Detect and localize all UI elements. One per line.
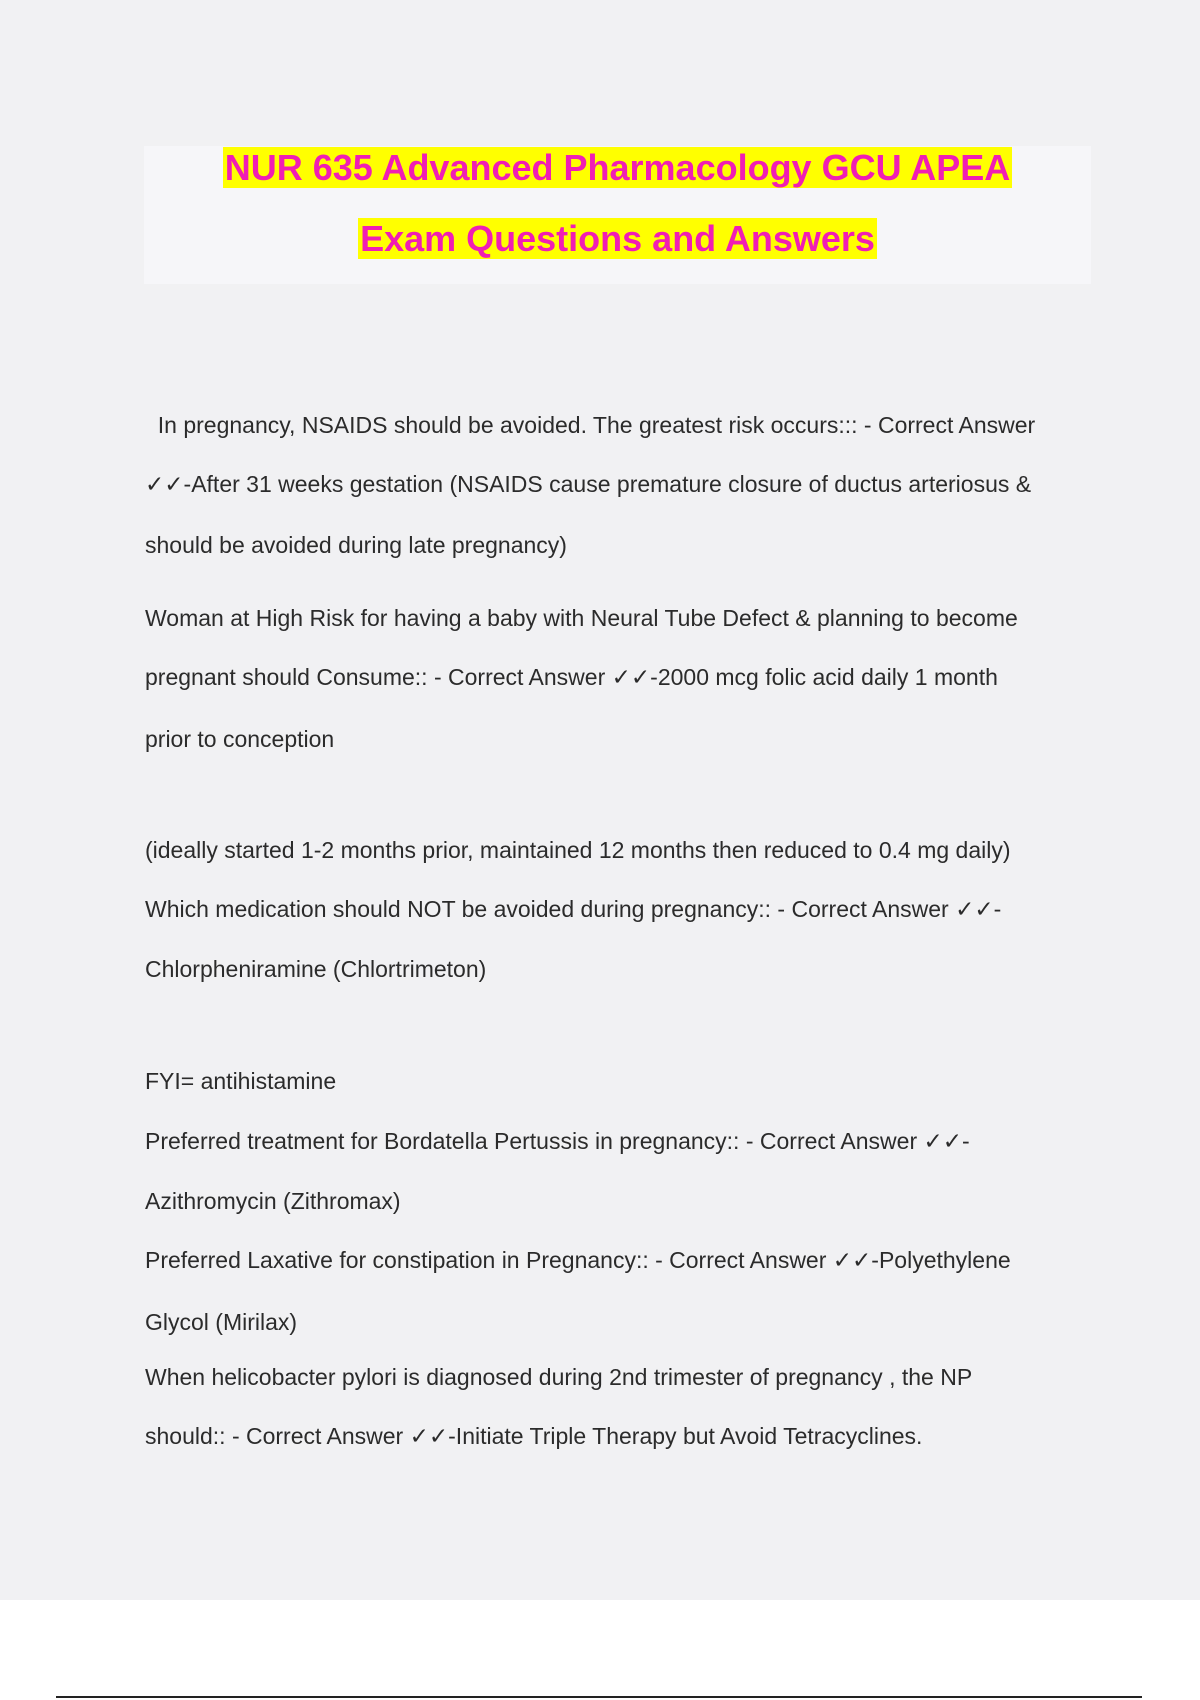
title-block <box>144 146 1091 284</box>
qa-line: Which medication should NOT be avoided during pregnancy:: - Correct Answer ✓✓- <box>145 896 1002 922</box>
qa-line: prior to conception <box>145 726 335 752</box>
title-line-1-text: NUR 635 Advanced Pharmacology GCU APEA <box>224 147 1011 188</box>
qa-line: ✓✓-After 31 weeks gestation (NSAIDS cause premature closure of ductus arteriosus & <box>145 471 1032 497</box>
footer-divider <box>56 1696 1142 1698</box>
qa-line: Woman at High Risk for having a baby with Neural Tube Defect & planning to become <box>145 605 1018 631</box>
title-line-1 <box>144 146 1091 190</box>
qa-line: When helicobacter pylori is diagnosed during 2nd trimester of pregnancy , the NP <box>145 1364 973 1390</box>
qa-line: (ideally started 1-2 months prior, maintained 12 months then reduced to 0.4 mg daily) <box>145 837 1011 863</box>
qa-line: Preferred Laxative for constipation in Pregnancy:: - Correct Answer ✓✓-Polyethylene <box>145 1247 1011 1273</box>
qa-line: should:: - Correct Answer ✓✓-Initiate Triple Therapy but Avoid Tetracyclines. <box>145 1423 923 1449</box>
qa-line: FYI= antihistamine <box>145 1068 337 1094</box>
qa-line: Glycol (Mirilax) <box>145 1309 298 1335</box>
qa-line: Azithromycin (Zithromax) <box>145 1188 401 1214</box>
qa-line: pregnant should Consume:: - Correct Answer ✓✓-2000 mcg folic acid daily 1 month <box>145 664 998 690</box>
qa-line: should be avoided during late pregnancy) <box>145 532 567 558</box>
title-line-2 <box>144 217 1091 261</box>
qa-line: In pregnancy, NSAIDS should be avoided. The greatest risk occurs::: - Correct Answer <box>145 412 1036 438</box>
title-line-2-text: Exam Questions and Answers <box>360 218 875 259</box>
qa-line: Preferred treatment for Bordatella Pertussis in pregnancy:: - Correct Answer ✓✓- <box>145 1128 970 1154</box>
qa-line: Chlorpheniramine (Chlortrimeton) <box>145 956 487 982</box>
